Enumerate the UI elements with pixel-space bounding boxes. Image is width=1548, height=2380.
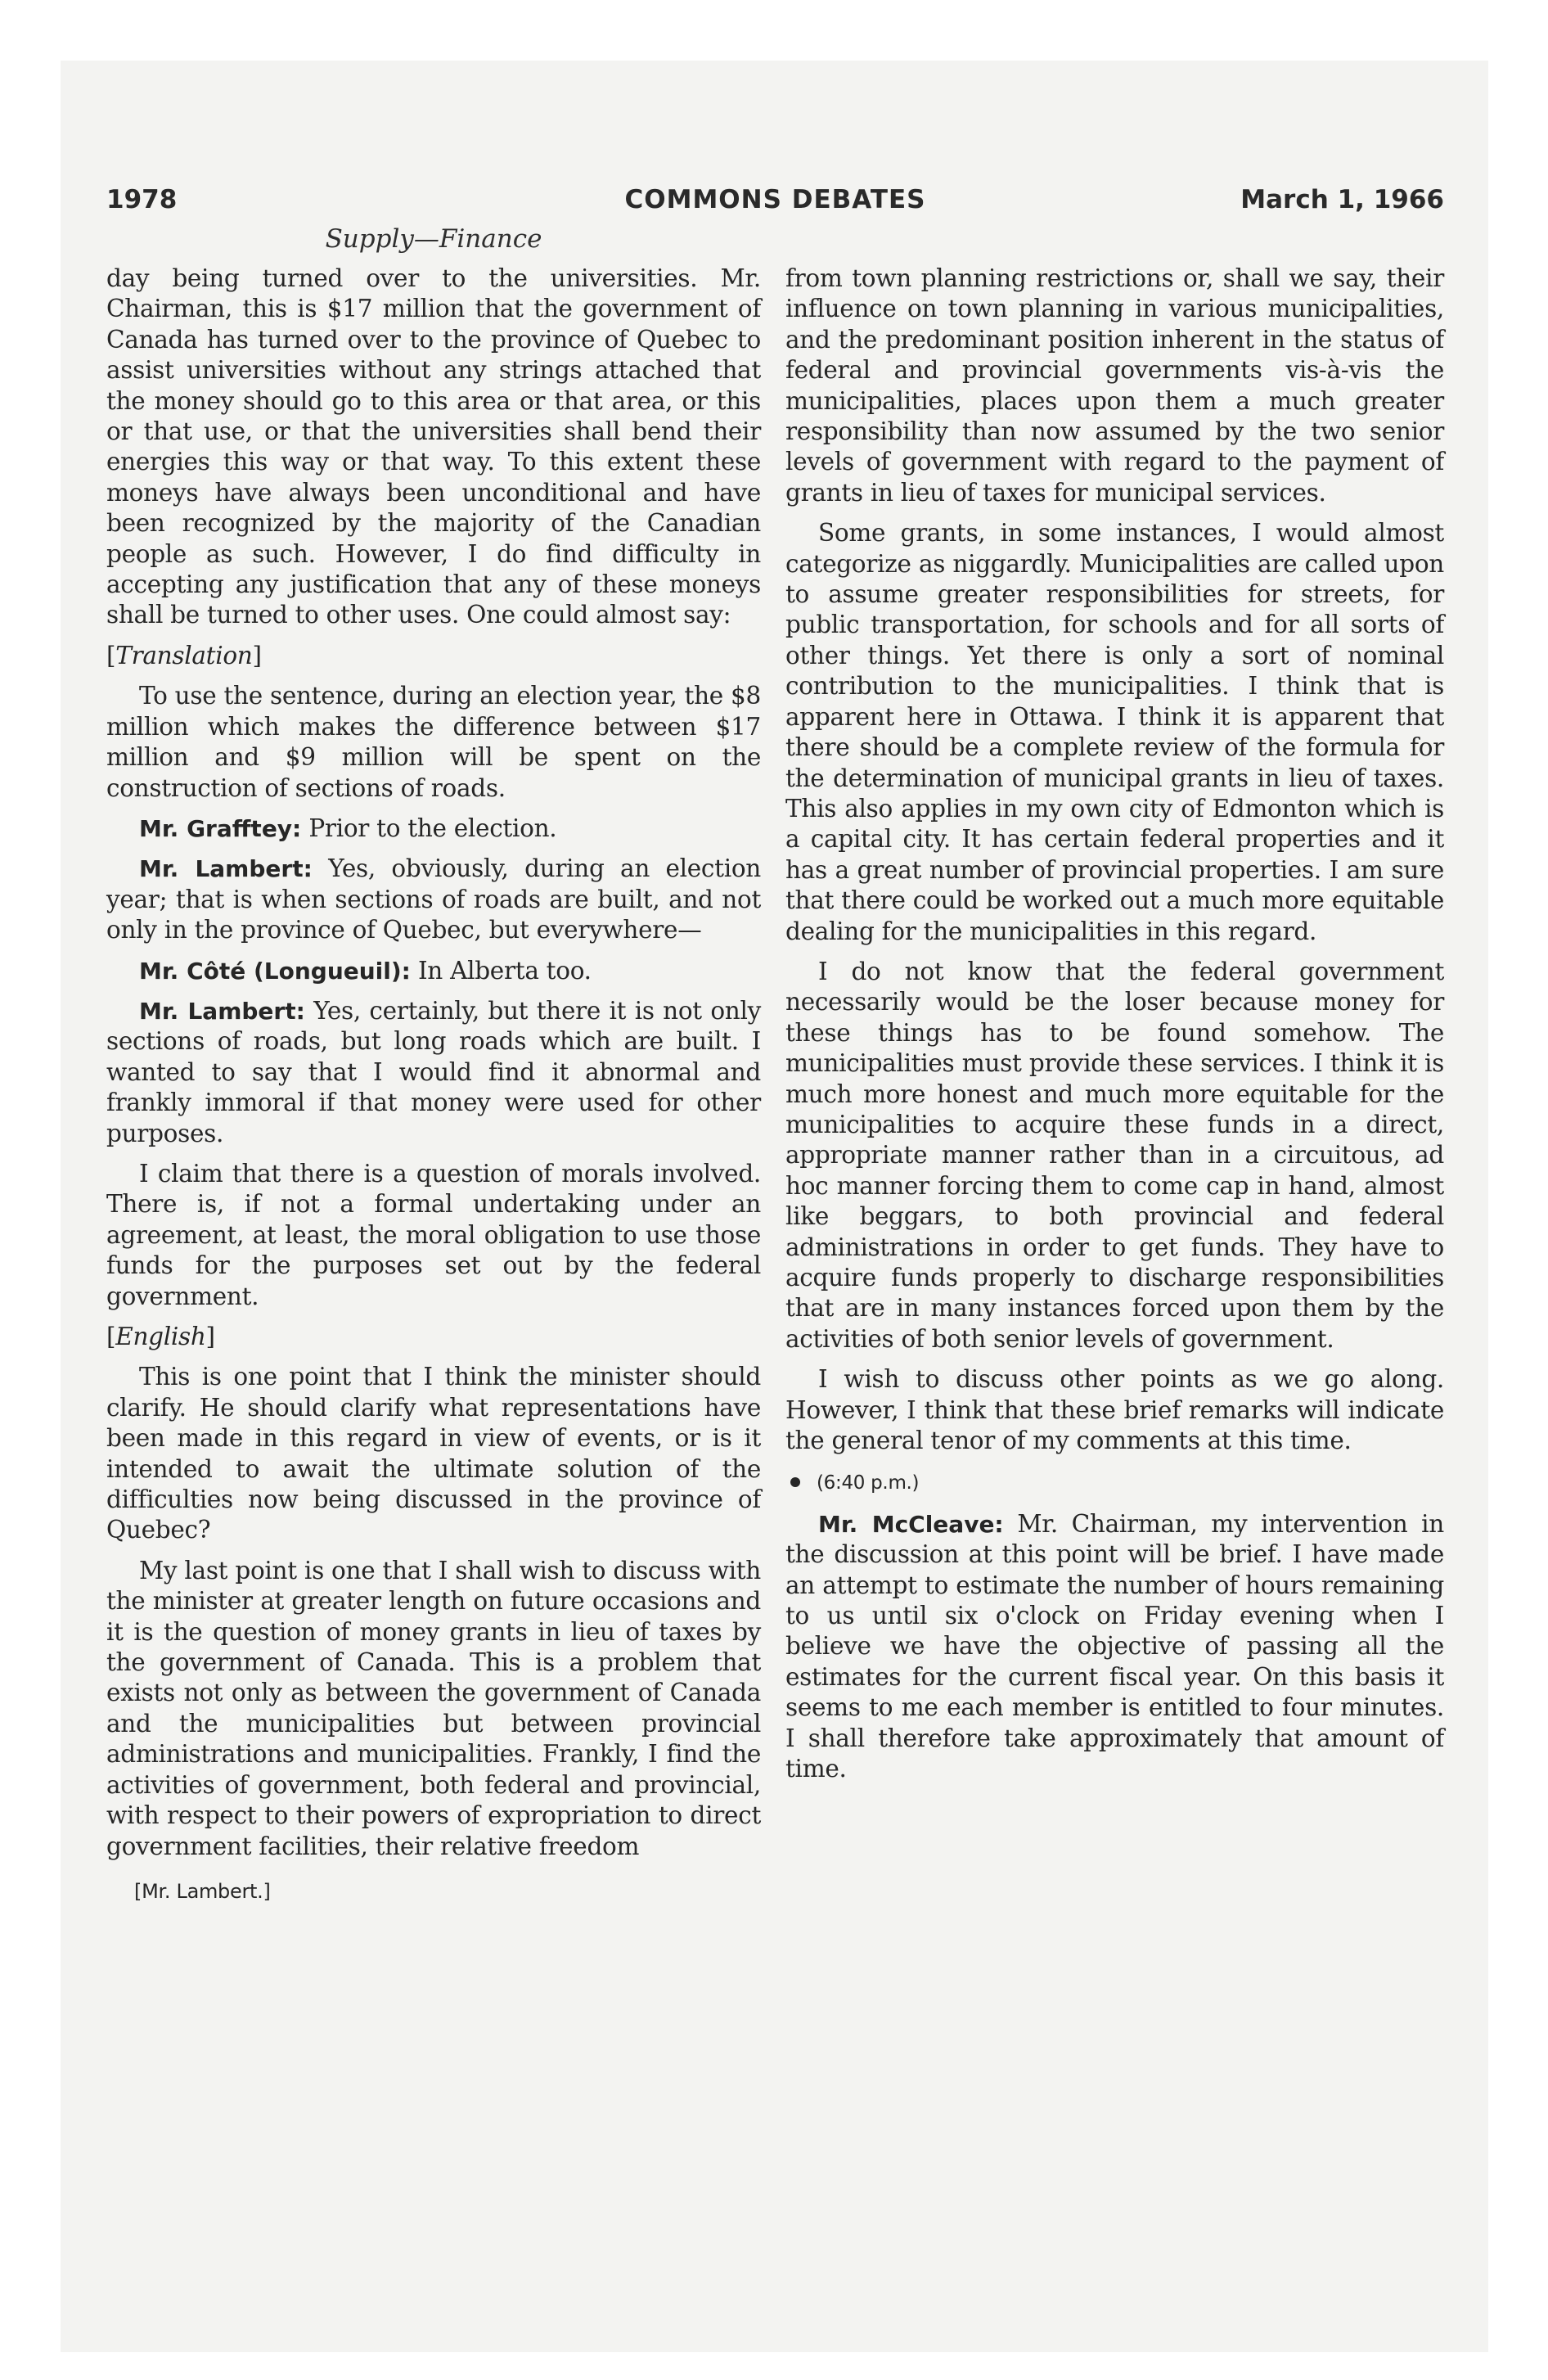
paragraph: I do not know that the federal government necessarily would be the loser because money for these things has to be found somehow. The municipalities must provide these services. I think it is much more honest and much more equitable for the municipalities to acquire these funds in a direct, appropriate manner rather than in a circuitous, ad hoc manner forcing them to come cap in hand, almost like beggars, to both provincial and federal administrations in order to get funds. They have to acquire funds properly to discharge responsibilities that are in many instances forced upon them by the activities of both senior levels of government. [785, 957, 1444, 1353]
translation-tag: [Translation] [106, 641, 262, 669]
right-column [785, 264, 1444, 1785]
speaker-name: Mr. Lambert: [139, 855, 313, 883]
paragraph: from town planning restrictions or, shall we say, their influence on town planning in various municipalities, and the predominant position inherent in the status of federal and provincial governments vis-à-vis the municipalities, places upon them a much greater responsibility than now assumed by the two senior levels of government with regard to the payment of grants in lieu of taxes for municipal services. [785, 264, 1444, 507]
publication-title: COMMONS DEBATES [624, 185, 926, 214]
speech: Mr. Lambert: Yes, obviously, during an election year; that is when sections of roads are built, and not only in the province of Quebec, but everywhere— [106, 854, 762, 944]
paragraph: day being turned over to the universities. Mr. Chairman, this is $17 million that the government of Canada has turned over to the province of Quebec to assist universities without any strings attached that the money should go to this area or that area, or this or that use, or that the universities shall bend their energies this way or that way. To this extent these moneys have always been unconditional and have been recognized by the majority of the Canadian people as such. However, I do find difficulty in accepting any justification that any of these moneys shall be turned to other uses. One could almost say: [106, 264, 761, 629]
speaker-name: Mr. McCleave: [818, 1510, 1004, 1538]
paragraph: Some grants, in some instances, I would almost categorize as niggardly. Municipalities are called upon to assume greater responsibilities for streets, for public transportation, for schools and for all sorts of other things. Yet there is only a sort of nominal contribution to the municipalities. I think that is apparent here in Ottawa. I think it is apparent that there should be a complete review of the formula for the determination of municipal grants in lieu of taxes. This also applies in my own city of Edmonton which is a capital city. It has certain federal properties and it has a great number of provincial properties. I am sure that there could be worked out a much more equitable dealing for the municipalities in this regard. [785, 519, 1444, 945]
speaker-attribution: [Mr. Lambert.] [134, 1879, 271, 1903]
page-header [106, 185, 1444, 224]
english-tag: [English] [106, 1323, 215, 1350]
speech: Mr. McCleave: Mr. Chairman, my intervention in the discussion at this point will be brief. I have made an attempt to estimate the number of hours remaining to us until six o'clock on Friday evening when I believe we have the objective of passing all the estimates for the current fiscal year. On this basis it seems to me each member is entitled to four minutes. I shall therefore take approximately that amount of time. [785, 1509, 1444, 1783]
paragraph: I claim that there is a question of morals involved. There is, if not a formal undertaking under an agreement, at least, the moral obligation to use those funds for the purposes set out by the federal government. [106, 1159, 761, 1310]
time-marker: (6:40 p.m.) [785, 1466, 1444, 1499]
section-heading: Supply—Finance [325, 224, 542, 254]
speaker-name: Mr. Côté (Longueuil): [139, 957, 411, 985]
page-date: March 1, 1966 [1240, 185, 1444, 214]
bullet-icon [790, 1477, 800, 1487]
left-column [106, 264, 761, 1907]
speaker-name: Mr. Grafftey: [139, 814, 302, 842]
speaker-name: Mr. Lambert: [139, 997, 305, 1025]
speech: Mr. Grafftey: Prior to the election. [139, 814, 557, 842]
paragraph: To use the sentence, during an election year, the $8 million which makes the difference between $17 million and $9 million will be spent on the construction of sections of roads. [106, 682, 761, 802]
speech: Mr. Lambert: Yes, certainly, but there it is not only sections of roads, but long roads which are built. I wanted to say that I would find it abnormal and frankly immoral if that money were used for other purposes. [106, 996, 761, 1147]
speech: Mr. Côté (Longueuil): In Alberta too. [139, 956, 592, 985]
paragraph: This is one point that I think the minister should clarify. He should clarify what representations have been made in this regard in view of events, or is it intended to await the ultimate solution of the difficulties now being discussed in the province of Quebec? [106, 1363, 761, 1544]
paragraph: My last point is one that I shall wish to discuss with the minister at greater length on future occasions and it is the question of money grants in lieu of taxes by the government of Canada. This is a problem that exists not only as between the government of Canada and the municipalities but between provincial administrations and municipalities. Frankly, I find the activities of government, both federal and provincial, with respect to their powers of expropriation to direct government facilities, their relative freedom [106, 1556, 761, 1860]
page-number: 1978 [106, 185, 178, 214]
paragraph: I wish to discuss other points as we go along. However, I think that these brief remarks will indicate the general tenor of my comments at this time. [785, 1365, 1444, 1455]
